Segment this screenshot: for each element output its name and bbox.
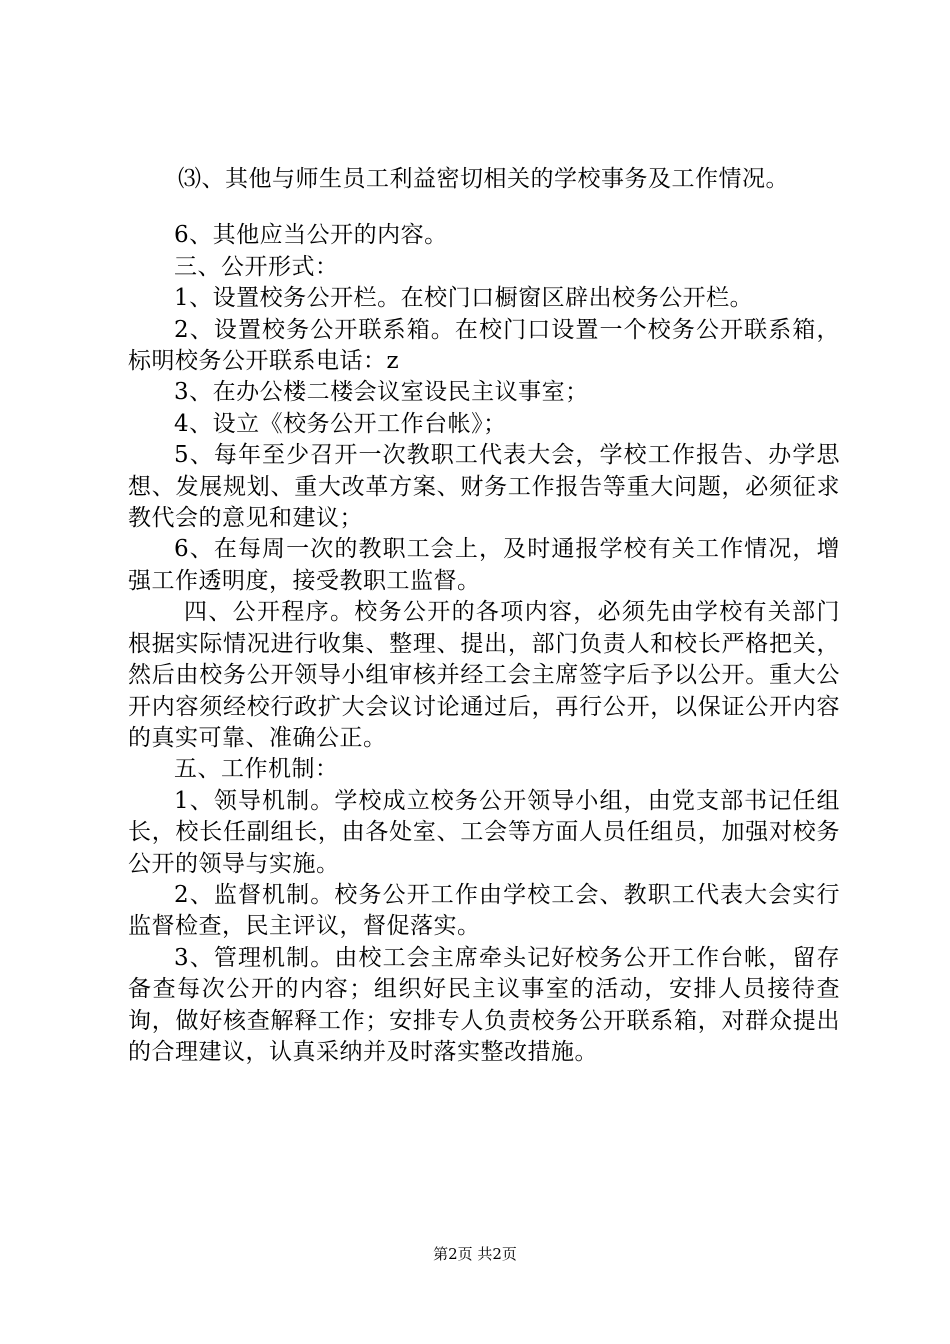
paragraph-work-ledger: 4、设立《校务公开工作台帐》； (174, 410, 507, 437)
section-heading-disclosure-forms: 三、公开形式： (174, 253, 339, 280)
paragraph-supervision-mechanism: 2、监督机制。校务公开工作由学校工会、教职工代表大会实行监督检查，民主评议，督促落实。 (128, 881, 840, 940)
paragraph-disclosure-procedure: 四、公开程序。校务公开的各项内容，必须先由学校有关部门根据实际情况进行收集、整理、提出，部门负责人和校长严格把关，然后由校务公开领导小组审核并经工会主席签字后予以公开。重大公开内容须经校行政扩大会议讨论通过后，再行公开，以保证公开内容的真实可靠、准确公正。 (128, 599, 840, 751)
section-heading-work-mechanism: 五、工作机制： (174, 756, 339, 783)
paragraph-weekly-meeting: 6、在每周一次的教职工会上，及时通报学校有关工作情况，增强工作透明度，接受教职工监督。 (128, 536, 840, 594)
paragraph-item-3: ⑶、其他与师生员工利益密切相关的学校事务及工作情况。 (178, 166, 789, 192)
paragraph-discussion-room: 3、在办公楼二楼会议室设民主议事室； (174, 379, 589, 406)
paragraph-contact-box: 2、设置校务公开联系箱。在校门口设置一个校务公开联系箱，标明校务公开联系电话：z (128, 316, 840, 375)
paragraph-staff-congress: 5、每年至少召开一次教职工代表大会，学校工作报告、办学思想、发展规划、重大改革方案、财务工作报告等重大问题，必须征求教代会的意见和建议； (128, 442, 840, 532)
paragraph-management-mechanism: 3、管理机制。由校工会主席牵头记好校务公开工作台帐，留存备查每次公开的内容；组织好民主议事室的活动，安排人员接待查询，做好核查解释工作；安排专人负责校务公开联系箱，对群众提出的合理建议，认真采纳并及时落实整改措施。 (128, 944, 840, 1065)
document-body (128, 164, 840, 1068)
page-number-label: 第2页 共2页 (433, 1245, 517, 1263)
paragraph-bulletin-board: 1、设置校务公开栏。在校门口橱窗区辟出校务公开栏。 (174, 285, 754, 312)
paragraph-other-content: 6、其他应当公开的内容。 (174, 222, 448, 249)
page-footer (0, 1244, 950, 1264)
paragraph-leadership-mechanism: 1、领导机制。学校成立校务公开领导小组，由党支部书记任组长，校长任副组长，由各处室、工会等方面人员任组员，加强对校务公开的领导与实施。 (128, 787, 840, 877)
